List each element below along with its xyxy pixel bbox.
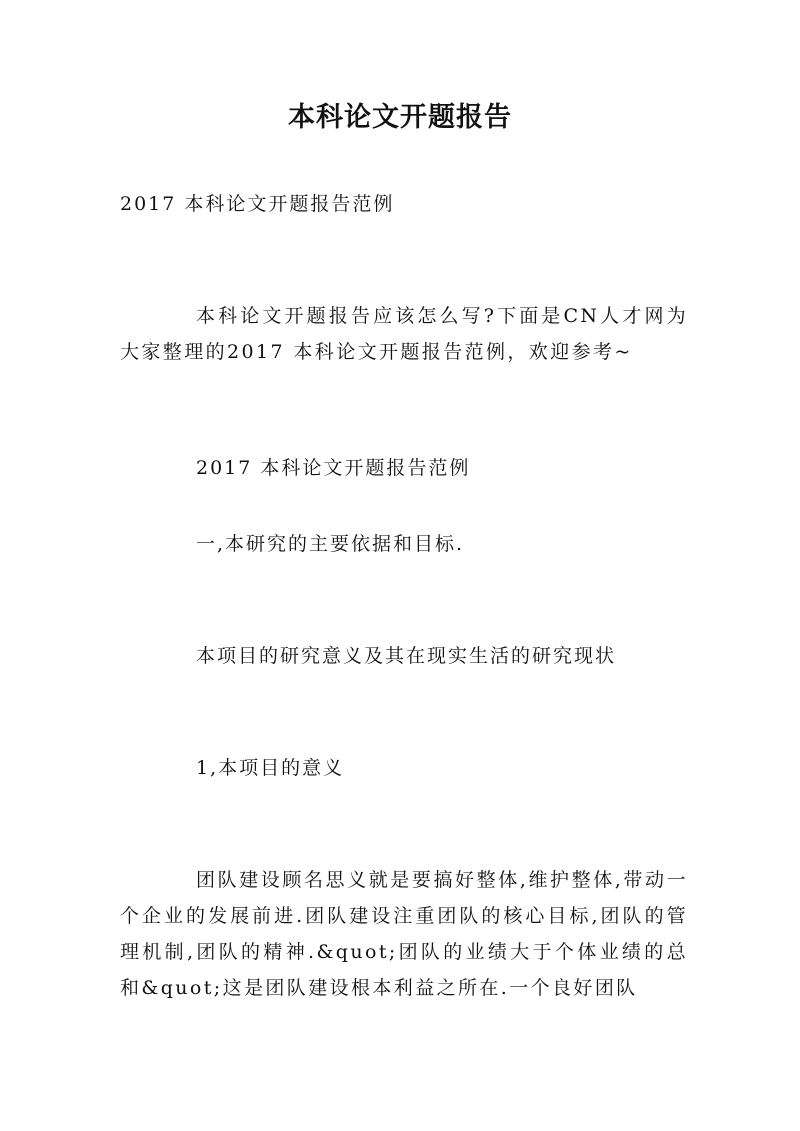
document-title: 本科论文开题报告 <box>288 102 512 133</box>
part-one-heading: 一,本研究的主要依据和目标. <box>196 533 465 555</box>
body-paragraph: 团队建设顾名思义就是要搞好整体,维护整体,带动一个企业的发展前进.团队建设注重团队的核心目标,团队的管理机制,团队的精神.&quot;团队的业绩大于个体业绩的总和&quot;这是团队建设根本利益之所在.一个良好团队 <box>120 869 688 999</box>
item-one-heading: 1,本项目的意义 <box>196 757 345 779</box>
intro-paragraph: 本科论文开题报告应该怎么写?下面是CN人才网为大家整理的2017 本科论文开题报告范例，欢迎参考~ <box>120 305 688 363</box>
document-subtitle: 2017 本科论文开题报告范例 <box>120 193 395 215</box>
section-heading: 2017 本科论文开题报告范例 <box>196 457 471 479</box>
research-significance-line: 本项目的研究意义及其在现实生活的研究现状 <box>196 645 617 667</box>
